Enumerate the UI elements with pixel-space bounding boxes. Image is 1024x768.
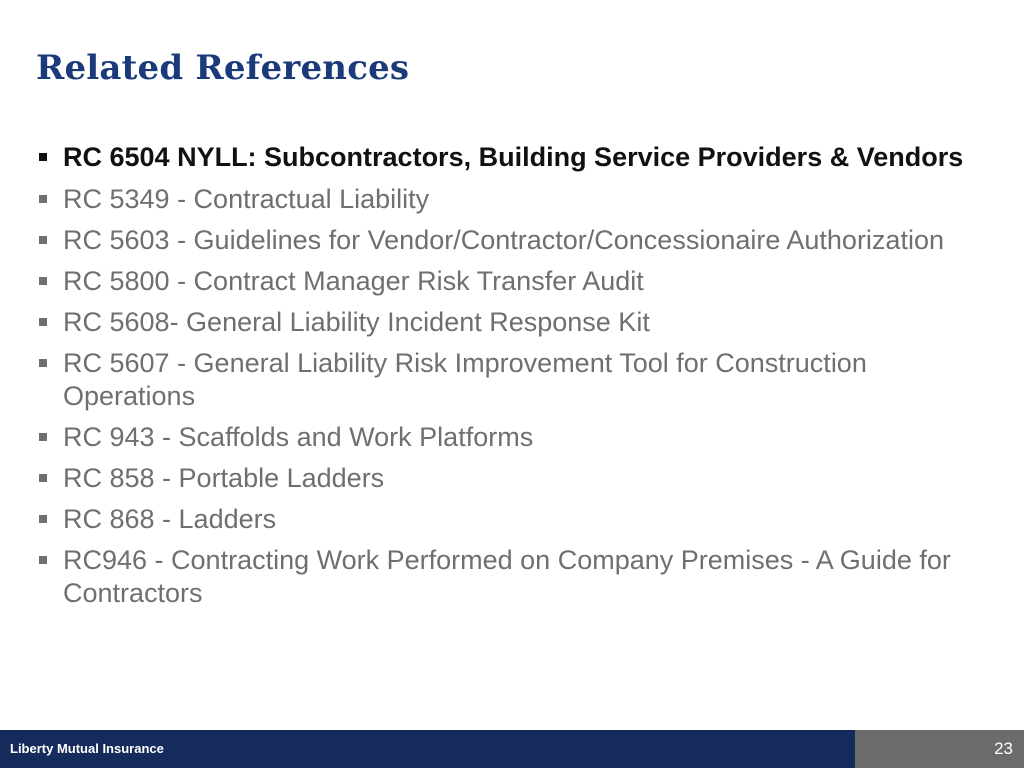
reference-list <box>36 141 986 618</box>
footer-bar <box>0 730 1024 768</box>
reference-item <box>36 347 986 413</box>
reference-text: RC 5800 - Contract Manager Risk Transfer Audit <box>63 266 644 296</box>
reference-item <box>36 183 986 216</box>
square-bullet-icon <box>39 515 47 523</box>
square-bullet-icon <box>39 277 47 285</box>
reference-text: RC 868 - Ladders <box>63 504 277 534</box>
reference-item <box>36 141 986 174</box>
reference-item <box>36 503 986 536</box>
reference-text: RC 943 - Scaffolds and Work Platforms <box>63 422 534 452</box>
company-name: Liberty Mutual Insurance <box>10 741 164 756</box>
footer-brand-panel <box>0 730 855 768</box>
reference-item <box>36 462 986 495</box>
square-bullet-icon <box>39 153 47 161</box>
reference-item <box>36 544 986 610</box>
reference-text: RC 6504 NYLL: Subcontractors, Building Service Providers & Vendors <box>63 142 964 172</box>
reference-text: RC 5608- General Liability Incident Response Kit <box>63 307 650 337</box>
reference-text: RC 5349 - Contractual Liability <box>63 184 430 214</box>
square-bullet-icon <box>39 433 47 441</box>
reference-item <box>36 224 986 257</box>
footer-page-panel <box>855 730 1024 768</box>
square-bullet-icon <box>39 474 47 482</box>
page-number: 23 <box>994 739 1013 758</box>
square-bullet-icon <box>39 195 47 203</box>
reference-item <box>36 306 986 339</box>
reference-item <box>36 265 986 298</box>
reference-text: RC946 - Contracting Work Performed on Company Premises - A Guide for Contractors <box>63 545 951 608</box>
square-bullet-icon <box>39 318 47 326</box>
square-bullet-icon <box>39 556 47 564</box>
reference-text: RC 5603 - Guidelines for Vendor/Contractor/Concessionaire Authorization <box>63 225 944 255</box>
reference-text: RC 5607 - General Liability Risk Improvement Tool for Construction Operations <box>63 348 867 411</box>
square-bullet-icon <box>39 359 47 367</box>
square-bullet-icon <box>39 236 47 244</box>
reference-item <box>36 421 986 454</box>
slide-title: Related References <box>36 48 410 88</box>
reference-text: RC 858 - Portable Ladders <box>63 463 385 493</box>
